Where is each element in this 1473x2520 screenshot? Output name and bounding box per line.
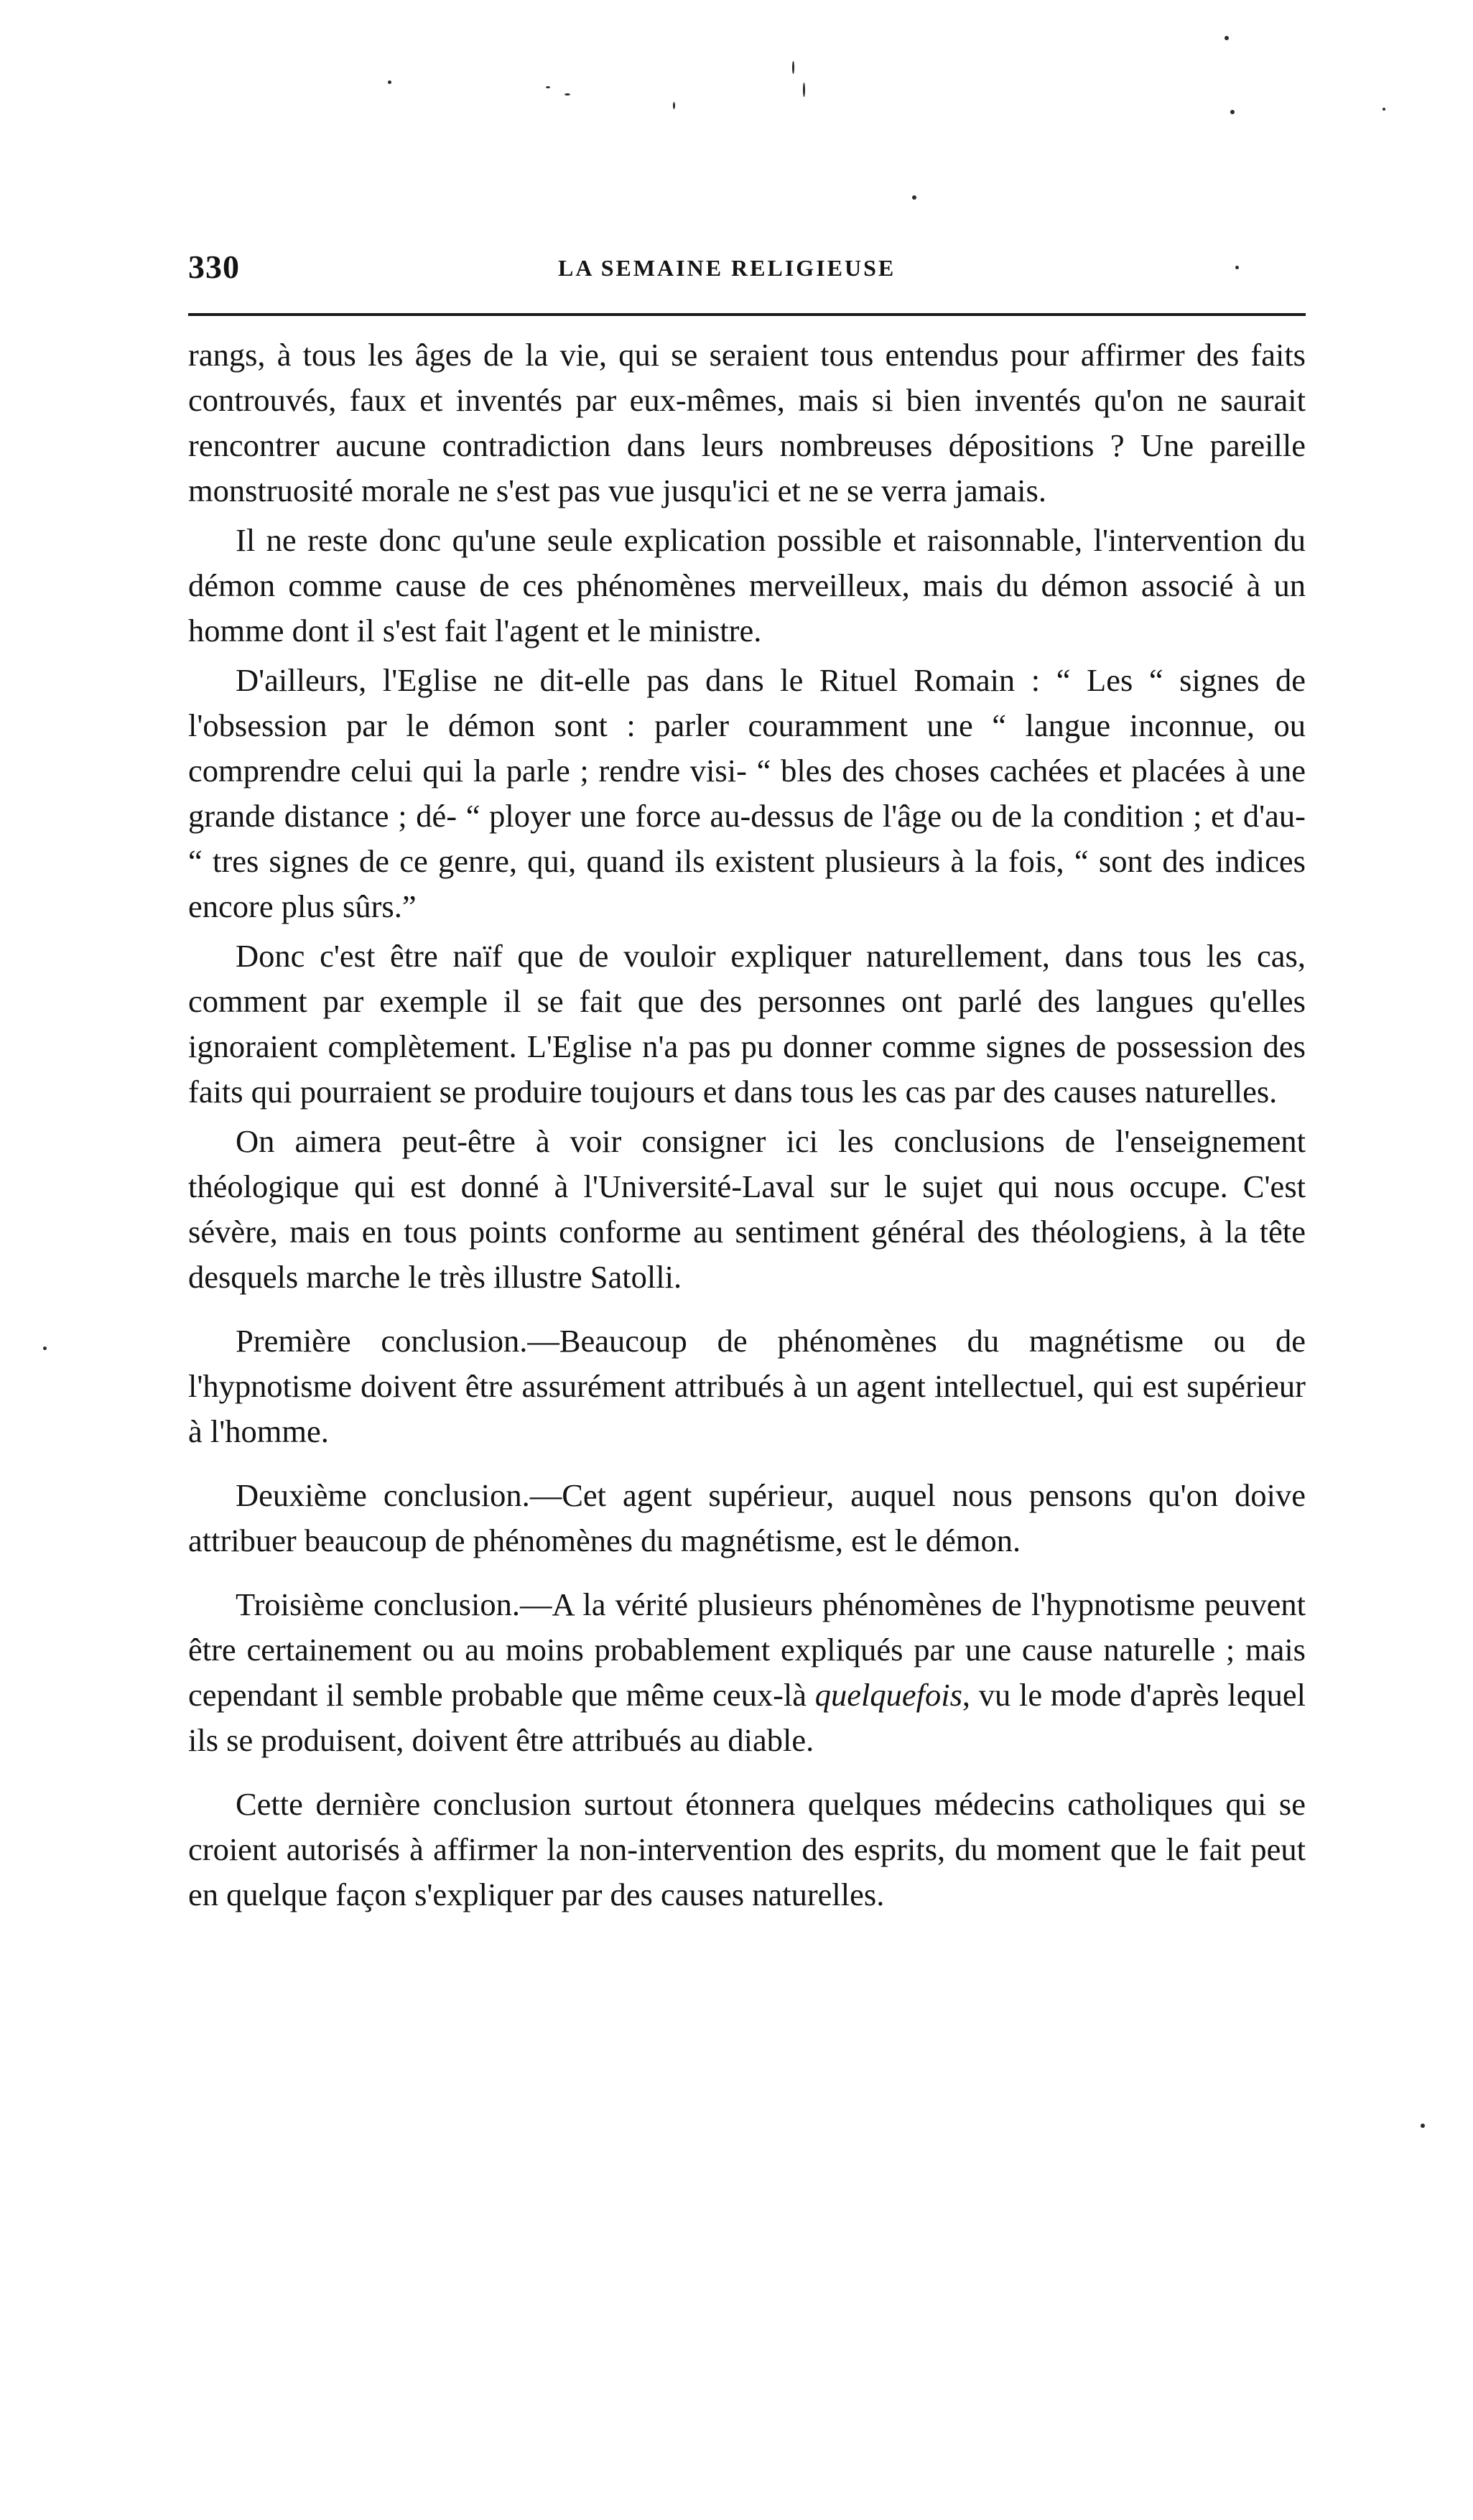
- troisieme-text-start: Troisième conclusion.—A la vérité plusieurs phénomènes de l'hypnotisme peuvent être certainement ou au moins probablement expliqués par une cause naturelle ; mais cependant il semble probable que même ceux-là: [188, 1586, 1306, 1713]
- body-text: [188, 333, 1306, 1922]
- paragraph-troisieme-conclusion: [188, 1582, 1306, 1763]
- scan-speck: [388, 80, 391, 84]
- header-rule: [188, 313, 1306, 316]
- paragraph-naif: Donc c'est être naïf que de vouloir expliquer naturellement, dans tous les cas, comment par exemple il se fait que des personnes ont parlé des langues qu'elles ignoraient complètement. L'Eglise n'a pas pu donner comme signes de possession des faits qui pourraient se produire toujours et dans tous les cas par des causes naturelles.: [188, 938, 1306, 1110]
- scan-speck: [564, 93, 570, 96]
- troisieme-text-end: , vu le mode d'après lequel ils se produisent, doivent être attribués au diable.: [188, 1677, 1306, 1758]
- running-title: LA SEMAINE RELIGIEUSE: [558, 255, 896, 281]
- paragraph-continuation: rangs, à tous les âges de la vie, qui se seraient tous entendus pour affirmer des faits controuvés, faux et inventés par eux-mêmes, mais si bien inventés qu'on ne saurait rencontrer aucune contradiction dans leurs nombreuses dépositions ? Une pareille monstruosité morale ne s'est pas vue jusqu'ici et ne se verra jamais.: [188, 337, 1306, 508]
- paragraph-premiere-conclusion: Première conclusion.—Beaucoup de phénomènes du magnétisme ou de l'hypnotisme doivent être assurément attribués à un agent intellectuel, qui est supérieur à l'homme.: [188, 1323, 1306, 1449]
- scan-speck: [1421, 2124, 1425, 2128]
- scan-speck: [792, 61, 794, 74]
- paragraph-rituel-romain: D'ailleurs, l'Eglise ne dit-elle pas dans le Rituel Romain : “ Les “ signes de l'obsession par le démon sont : parler couramment une “ langue inconnue, ou comprendre celui qui la parle ; rendre visi- “ bles des choses cachées et placées à une grande distance ; dé- “ ployer une force au-dessus de l'âge ou de la condition ; et d'au- “ tres signes de ce genre, qui, quand ils existent plusieurs à la fois, “ sont des indices encore plus sûrs.”: [188, 662, 1306, 924]
- page-header: [188, 248, 1306, 291]
- troisieme-italic-word: quelquefois: [814, 1677, 962, 1713]
- scan-speck: [1383, 108, 1385, 111]
- paragraph-derniere-conclusion: Cette dernière conclusion surtout étonnera quelques médecins catholiques qui se croient autorisés à affirmer la non-intervention des esprits, du moment que le fait peut en quelque façon s'expliquer par des causes naturelles.: [188, 1786, 1306, 1912]
- paragraph-seule-explication: Il ne reste donc qu'une seule explication possible et raisonnable, l'intervention du démon comme cause de ces phénomènes merveilleux, mais du démon associé à un homme dont il s'est fait l'agent et le ministre.: [188, 522, 1306, 648]
- scan-speck: [803, 83, 805, 97]
- scan-speck: [912, 195, 916, 200]
- scan-speck: [673, 102, 675, 109]
- scan-speck: [546, 86, 550, 88]
- page-number: 330: [188, 248, 240, 285]
- scan-speck: [43, 1347, 47, 1350]
- scan-speck: [1225, 36, 1229, 40]
- scan-speck: [1230, 110, 1235, 114]
- paragraph-conclusions-intro: On aimera peut-être à voir consigner ici les conclusions de l'enseignement théologique qui est donné à l'Université-Laval sur le sujet qui nous occupe. C'est sévère, mais en tous points conforme au sentiment général des théologiens, à la tête desquels marche le très illustre Satolli.: [188, 1123, 1306, 1295]
- paragraph-deuxieme-conclusion: Deuxième conclusion.—Cet agent supérieur, auquel nous pensons qu'on doive attribuer beaucoup de phénomènes du magnétisme, est le démon.: [188, 1477, 1306, 1558]
